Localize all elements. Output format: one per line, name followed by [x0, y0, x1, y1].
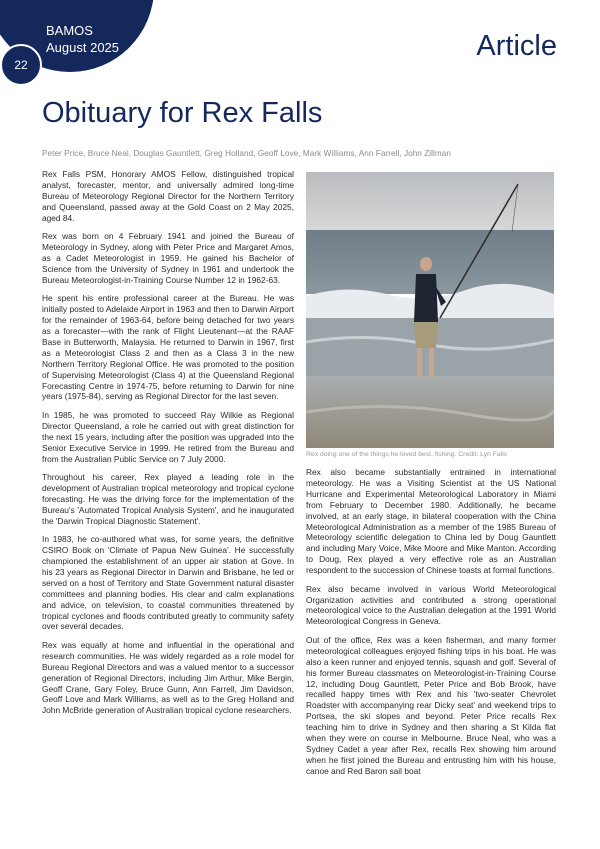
page-number: 22 — [0, 44, 42, 86]
photo-caption: Rex doing one of the things he loved best, fishing. Credit: Lyn Falls — [306, 451, 508, 458]
paragraph: In 1985, he was promoted to succeed Ray Wilkie as Regional Director Queensland, a role he carried out with great distinction for the next 15 years, including after the position was upgraded into the Senior Executive Service in 1999. He retired from the Bureau and from the Australian Public Service on 7 July 2000. — [42, 409, 294, 464]
paragraph: Rex Falls PSM, Honorary AMOS Fellow, distinguished tropical analyst, forecaster, mentor, and universally admired long-time Bureau of Meteorology Regional Director for the Northern Territory and Queensland, passed away at the Gold Coast on 2 May 2025, aged 84. — [42, 169, 294, 223]
paragraph: Rex also became involved in various World Meteorological Organization activities and contributed a strong operational meteorological voice to the Australian delegation at the 1991 World Meteorological Congress in Geneva. — [306, 583, 556, 627]
org-name: BAMOS — [46, 23, 93, 38]
paragraph: He spent his entire professional career at the Bureau. He was initially posted to Adelaide Airport in 1963 and then to Darwin Airport for the remainder of 1963-64, before being detached for two years as a forecaster—with the rank of Flight Lieutenant—at the RAAF Base in Butterworth, Malaysia. He returned to Darwin in 1967, first as a Meteorologist Class 2 and then as a Class 3 in the new Northern Territory Regional Office. He was promoted to the position of Supervising Meteorologist (Class 4) at the Queensland Regional Forecasting Centre in 1974-75, before returning to Darwin for nine years (1975-84), serving as Regional Director for the last seven. — [42, 293, 294, 402]
fishing-photo — [306, 172, 554, 448]
paragraph: Rex was born on 4 February 1941 and joined the Bureau of Meteorology in Sydney, along with Peter Price and Margaret Amos, as a Cadet Meteorologist in 1959. He gained his Bachelor of Science from the University of Sydney in 1961 and undertook the Bureau Meteorologist-in-Training Course Number 12 in 1962-63. — [42, 231, 294, 285]
paragraph: Out of the office, Rex was a keen fisherman, and many former meteorological colleagues enjoyed fishing trips in his boat. He was also a keen runner and enjoyed tennis, squash and golf. Several of his former Bureau classmates on Meteorologist-in-Training Course 12, including Doug Gauntlett, Peter Price and Bob Brook, have recalled happy times with Rex and his 'two-seater Chevrolet Roadster with accompanying rear Dicky seat' and weekend trips to Portsea, the ski slopes and beyond. Peter Price recalls Rex teaching him to drive in Sydney and then sharing a St Kilda flat when they were on course in Melbourne. Bruce Neal, who was a Sydney Cadet a year after Rex, recalls Rex showing him around when he first joined the Bureau and entrusting him with his house, canoe and Red Baron sail boat — [306, 634, 556, 776]
article-authors: Peter Price, Bruce Neal, Douglas Gauntlett, Greg Holland, Geoff Love, Mark Williams, Ann Farrell, John Zillman — [42, 149, 451, 158]
issue-block — [46, 22, 119, 56]
article-title: Obituary for Rex Falls — [42, 97, 323, 129]
section-label: Article — [476, 30, 557, 62]
left-column — [42, 169, 294, 724]
paragraph: Throughout his career, Rex played a leading role in the development of Australian tropical meteorology and tropical cyclone forecasting. He was the driving force for the implementation of the Bureau's 'Automated Tropical Analysis System', and he inaugurated the 'Darwin Tropical Diagnostic Statement'. — [42, 472, 294, 526]
paragraph: Rex was equally at home and influential in the operational and research communities. He was widely regarded as a role model for Bureau Regional Directors and was a valued mentor to a successor generation of Regional Directors, including Jim Arthur, Mike Bergin, Geoff Crane, Gary Foley, Bruce Gunn, Ann Farrell, Jim Davidson, Geoff Love and Mark Williams, as well as to the Greg Holland and John McBride generation of Australian tropical cyclone researchers. — [42, 639, 294, 716]
paragraph: In 1983, he co-authored what was, for some years, the definitive CSIRO Book on 'Climate of Papua New Guinea'. He successfully championed the establishment of an upper air station at Gove. In his 23 years as Regional Director in Darwin and Brisbane, he led or served on a host of Territory and State Government natural disaster committees and planning bodies. His clear and calm explanations and advice, on television, to coastal communities threatened by tropical cyclones and floods contributed greatly to community safety over several decades. — [42, 534, 294, 632]
paragraph: Rex also became substantially entrained in international meteorology. He was a Visiting Scientist at the US National Hurricane and Experimental Meteorological Laboratory in Miami from February to December 1980. Additionally, he became involved, at an early stage, in bilateral cooperation with the China Meteorological Administration as a member of the 1985 Bureau of Meteorology scientific delegation to China led by Doug Gauntlett and including Mary Voice, Mike Moore and Mike Manton. According to Doug, Rex played a very effective role as an Australian respondent to the succession of Chinese toasts at formal functions. — [306, 467, 556, 576]
right-column — [306, 467, 556, 784]
issue-date: August 2025 — [46, 40, 120, 55]
